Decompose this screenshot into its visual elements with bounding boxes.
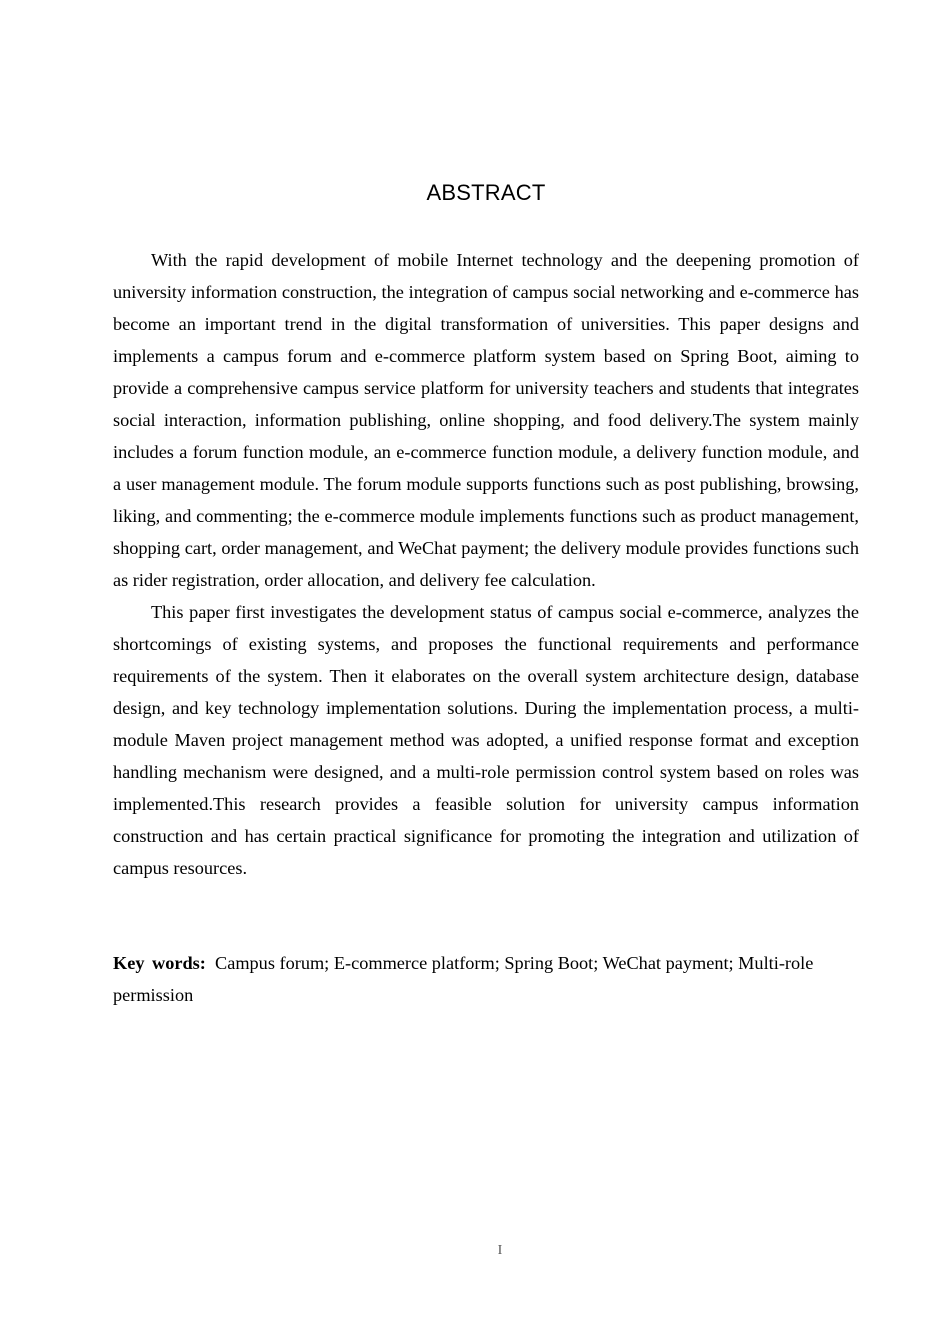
abstract-paragraph-1: With the rapid development of mobile Internet technology and the deepening promotion of university information construction, the integration of campus social networking and e-commerce has become an important trend in the digital transformation of universities. This paper designs and implements a campus forum and e-commerce platform system based on Spring Boot, aiming to provide a comprehensive campus service platform for university teachers and students that integrates social interaction, information publishing, online shopping, and food delivery.The system mainly includes a forum function module, an e-commerce function module, a delivery function module, and a user management module. The forum module supports functions such as post publishing, browsing, liking, and commenting; the e-commerce module implements functions such as product management, shopping cart, order management, and WeChat payment; the delivery module provides functions such as rider registration, order allocation, and delivery fee calculation. — [113, 250, 859, 590]
abstract-body — [113, 244, 859, 884]
keywords-label: Key words: — [113, 953, 206, 973]
keywords-section — [113, 947, 859, 1011]
abstract-title: ABSTRACT — [426, 180, 546, 205]
page-number: I — [497, 1243, 503, 1258]
abstract-paragraph-2: This paper first investigates the development status of campus social e-commerce, analyzes the shortcomings of existing systems, and proposes the functional requirements and performance requirements of the system. Then it elaborates on the overall system architecture design, database design, and key technology implementation solutions. During the implementation process, a multi-module Maven project management method was adopted, a unified response format and exception handling mechanism were designed, and a multi-role permission control system based on roles was implemented.This research provides a feasible solution for university campus information construction and has certain practical significance for promoting the integration and utilization of campus resources. — [113, 602, 859, 878]
keywords-list: Campus forum; E-commerce platform; Spring Boot; WeChat payment; Multi-role permission — [113, 953, 814, 1005]
